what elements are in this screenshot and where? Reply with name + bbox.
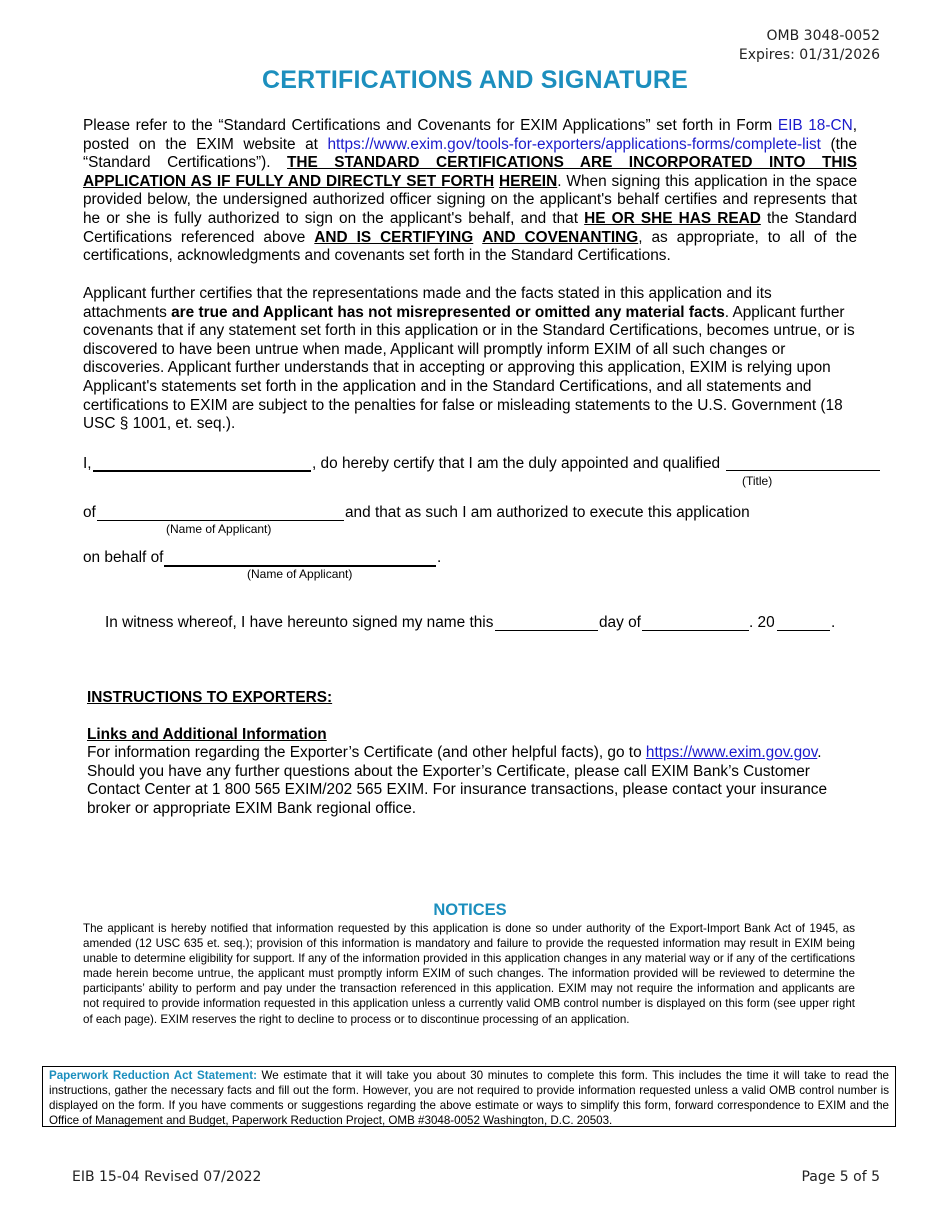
page-number: Page 5 of 5 xyxy=(801,1169,880,1185)
links-text-2: . Should you have any further questions about the Exporter’s Certificate, please call EXIM Bank’s Customer Contact Center at 1 800 565 EXIM/202 565 EXIM. For insurance transactions, please contact your insurance broker or appropriate EXIM Bank regional office. xyxy=(87,744,828,817)
pra-label: Paperwork Reduction Act Statement: xyxy=(49,1069,257,1082)
links-text-1: For information regarding the Exporter’s Certificate (and other helpful facts), go to xyxy=(87,744,646,761)
links-heading: Links and Additional Information xyxy=(87,726,327,743)
certifying-text: AND IS CERTIFYING xyxy=(314,228,474,246)
omb-info xyxy=(739,27,880,65)
notices-title: NOTICES xyxy=(433,901,507,919)
behalf-caption: (Name of Applicant) xyxy=(247,567,353,581)
behalf-input-line[interactable] xyxy=(164,548,436,567)
name-input-line[interactable] xyxy=(93,454,311,472)
pra-text: We estimate that it will take you about 30 minutes to complete this form. This includes the time it will take to read the instructions, gather the necessary facts and fill out the form. However, you are not required to provide information requested unless a valid OMB control number is displayed on the form. If you have comments or suggestions regarding the above estimate or ways to simplify this form, forward correspondence to EXIM and the Office of Management and Budget, Paperwork Reduction Project, OMB #3048-0052 Washington, D.C. 20503. xyxy=(49,1069,889,1128)
expiration-date: Expires: 01/31/2026 xyxy=(738,47,880,63)
month-input-line[interactable] xyxy=(642,613,749,631)
applicant-name-caption: (Name of Applicant) xyxy=(166,522,272,536)
applicant-certification-paragraph xyxy=(83,285,857,434)
p1-text-4: . When signing this application in the space provided below, the undersigned authorized officer signing on the applicant's behalf certifies and represents that he or she is fully authorized to sign on the applicant's behalf, and that xyxy=(83,172,858,227)
p1-text-6: , as appropriate, to all of the certifications, acknowledgments and covenants set forth in the Standard Certifications. xyxy=(83,228,858,265)
herein-text: HEREIN xyxy=(499,172,558,190)
exim-forms-link[interactable]: https://www.exim.gov/tools-for-exporters/applications-forms/complete-list xyxy=(327,135,821,153)
has-read-text: HE OR SHE HAS READ xyxy=(584,209,761,227)
day-of-label: day of xyxy=(599,614,641,631)
page-title: CERTIFICATIONS AND SIGNATURE xyxy=(262,66,688,94)
p2-text-1: Applicant further certifies that the representations made and the facts stated in this application and its attachments xyxy=(83,285,772,321)
witness-period: . xyxy=(831,614,836,631)
authorized-text: and that as such I am authorized to execute this application xyxy=(345,504,750,521)
paperwork-reduction-box xyxy=(42,1066,896,1127)
notices-text: The applicant is hereby notified that information requested by this application is done so under authority of the Export-Import Bank Act of 1945, as amended (12 USC 635 et. seq.); provision of this information is mandatory and failure to provide the requested information may result in EXIM being unable to determine eligibility for support. If any of the information provided in this application changes in any material way or if any of the certifications made herein become untrue, the applicant must promptly inform EXIM of such changes. The information provided will be reviewed to determine the participants’ ability to perform and pay under the transaction referenced in this application. EXIM may not require the information and applicants are not required to provide information requested in this application unless a currently valid OMB control number is displayed on this form (see upper right of each page). EXIM reserves the right to decline to process or to discontinue processing of an application. xyxy=(83,922,855,1026)
form-eib-18-cn-link[interactable]: EIB 18-CN xyxy=(777,117,853,134)
behalf-label: on behalf of xyxy=(83,549,164,566)
p1-text-5: the Standard Certifications referenced above xyxy=(83,209,857,246)
omb-number: OMB 3048-0052 xyxy=(766,28,880,44)
p1-text-3: (the “Standard Certifications”). xyxy=(83,135,857,172)
covenanting-text: AND COVENANTING xyxy=(482,228,639,246)
standard-certifications-paragraph xyxy=(83,117,857,266)
witness-text: In witness whereof, I have hereunto signed my name this xyxy=(105,614,494,631)
year-input-line[interactable] xyxy=(777,613,830,631)
instructions-heading: INSTRUCTIONS TO EXPORTERS: xyxy=(87,689,333,706)
form-identifier: EIB 15-04 Revised 07/2022 xyxy=(72,1169,262,1185)
exim-website-link[interactable]: https://www.exim.gov.gov xyxy=(645,744,818,761)
certify-text: , do hereby certify that I am the duly appointed and qualified xyxy=(312,455,721,472)
applicant-name-input-line[interactable] xyxy=(97,503,344,521)
i-label: I, xyxy=(83,455,92,472)
p2-text-2: . Applicant further covenants that if any statement set forth in this application or in the Standard Certifications, becomes untrue, or is discovered to have been untrue when made, Applicant will promptly inform EXIM of all such changes or discoveries. Applicant further understands that in accepting or approving this application, EXIM is relying upon Applicant's statements set forth in the application and in the Standard Certifications, and all statements and certifications to EXIM are subject to the penalties for false or misleading statements to the U.S. Government (18 USC § 1001, et. seq.). xyxy=(83,303,855,433)
year-prefix: . 20 xyxy=(749,614,775,631)
day-input-line[interactable] xyxy=(495,613,598,631)
behalf-period: . xyxy=(437,549,442,566)
title-caption: (Title) xyxy=(742,474,773,488)
incorporated-statement: THE STANDARD CERTIFICATIONS ARE INCORPORATED INTO THIS APPLICATION AS IF FULLY AND DIRECTLY SET FORTH xyxy=(83,154,858,190)
title-input-line[interactable] xyxy=(726,454,880,471)
of-label: of xyxy=(83,504,96,521)
p1-text-1: Please refer to the “Standard Certifications and Covenants for EXIM Applications” set forth in Form xyxy=(83,117,778,134)
true-statement-text: are true and Applicant has not misrepresented or omitted any material facts xyxy=(171,303,725,321)
links-paragraph xyxy=(87,744,847,818)
p1-text-2: , posted on the EXIM website at xyxy=(83,117,857,153)
